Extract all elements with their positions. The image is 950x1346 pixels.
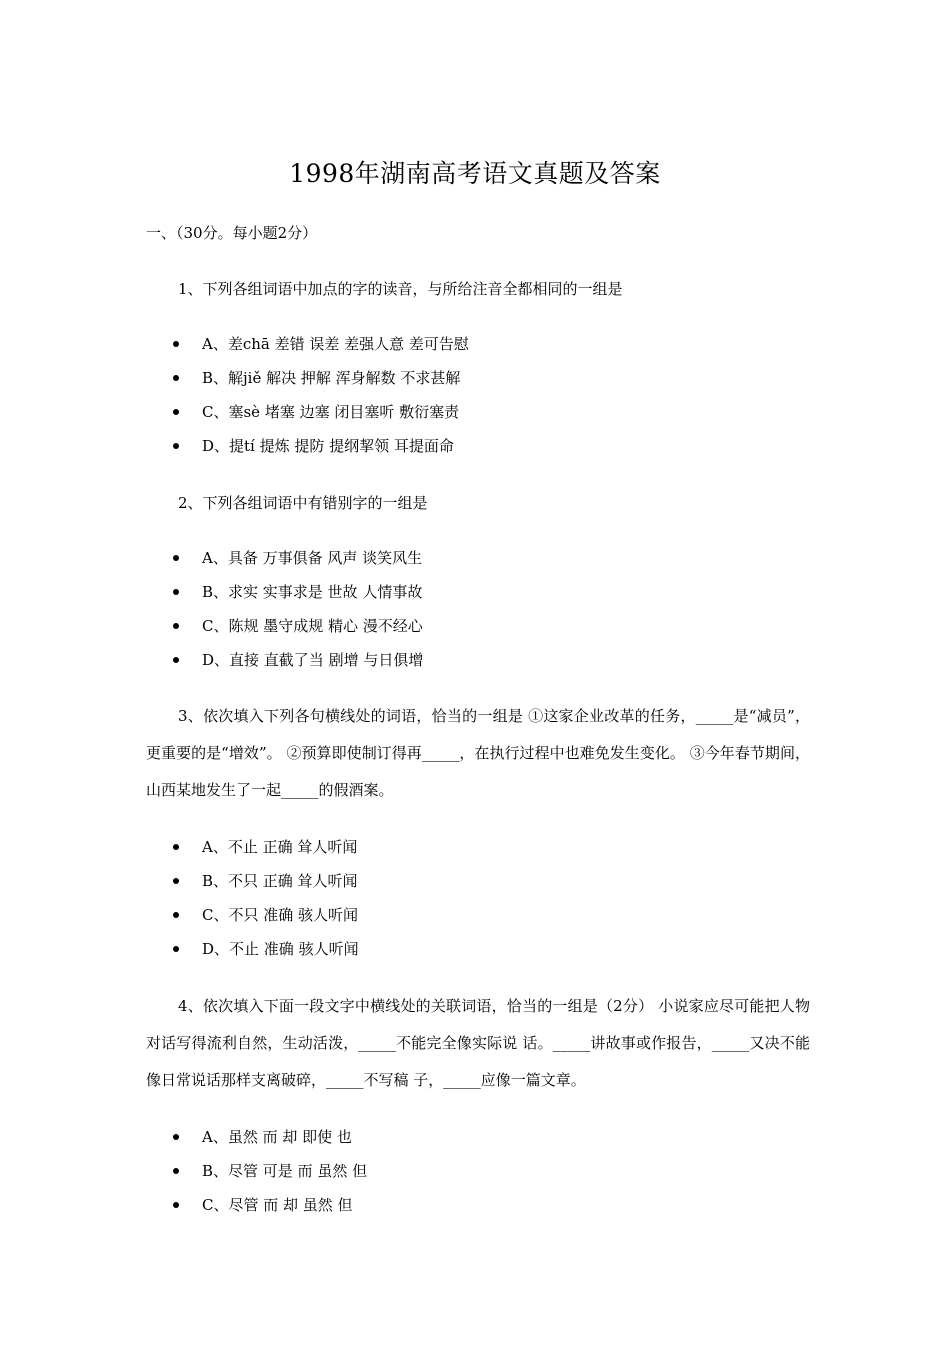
option-text: D、不止 准确 骇人听闻: [202, 940, 359, 958]
option-text: C、塞sè 堵塞 边塞 闭目塞听 敷衍塞责: [202, 403, 460, 421]
question-2-option-b: [170, 581, 423, 615]
option-text: D、直接 直截了当 剧增 与日俱增: [202, 651, 424, 669]
question-1-stem: 1、下列各组词语中加点的字的读音，与所给注音全都相同的一组是: [178, 280, 623, 298]
bullet-icon: [173, 844, 179, 850]
question-1-options: [170, 333, 469, 469]
question-2-option-c: [170, 615, 423, 649]
question-4-option-a: [170, 1126, 367, 1160]
option-text: C、陈规 墨守成规 精心 漫不经心: [202, 617, 423, 635]
bullet-icon: [173, 341, 179, 347]
option-text: A、差chā 差错 误差 差强人意 差可告慰: [202, 335, 469, 353]
option-text: B、不只 正确 耸人听闻: [202, 872, 358, 890]
bullet-icon: [173, 555, 179, 561]
bullet-icon: [173, 1134, 179, 1140]
option-text: B、求实 实事求是 世故 人情事故: [202, 583, 423, 601]
question-3-option-d: [170, 938, 359, 972]
question-3-option-a: [170, 836, 359, 870]
bullet-icon: [173, 409, 179, 415]
option-text: A、不止 正确 耸人听闻: [202, 838, 358, 856]
document-title: 1998年湖南高考语文真题及答案: [289, 159, 661, 188]
question-4-option-b: [170, 1160, 367, 1194]
option-text: B、解jiě 解决 押解 浑身解数 不求甚解: [202, 369, 461, 387]
bullet-icon: [173, 946, 179, 952]
question-3-option-b: [170, 870, 359, 904]
question-3-options: [170, 836, 359, 972]
question-2-options: [170, 547, 423, 683]
question-3-option-c: [170, 904, 359, 938]
bullet-icon: [173, 589, 179, 595]
question-2-option-a: [170, 547, 423, 581]
question-1-option-d: [170, 435, 469, 469]
bullet-icon: [173, 1202, 179, 1208]
bullet-icon: [173, 623, 179, 629]
option-text: D、提tí 提炼 提防 提纲挈领 耳提面命: [202, 437, 454, 455]
option-text: B、尽管 可是 而 虽然 但: [202, 1162, 368, 1180]
question-1-option-b: [170, 367, 469, 401]
bullet-icon: [173, 657, 179, 663]
option-text: C、尽管 而 却 虽然 但: [202, 1196, 353, 1214]
bullet-icon: [173, 878, 179, 884]
option-text: A、虽然 而 却 即使 也: [202, 1128, 352, 1146]
section-heading: 一、（30分。每小题2分）: [146, 224, 318, 242]
bullet-icon: [173, 912, 179, 918]
bullet-icon: [173, 375, 179, 381]
question-4-options: [170, 1126, 367, 1228]
question-2-stem: 2、下列各组词语中有错别字的一组是: [178, 494, 428, 512]
question-2-option-d: [170, 649, 423, 683]
question-1-option-c: [170, 401, 469, 435]
bullet-icon: [173, 443, 179, 449]
option-text: A、具备 万事俱备 风声 谈笑风生: [202, 549, 423, 567]
option-text: C、不只 准确 骇人听闻: [202, 906, 359, 924]
question-1-option-a: [170, 333, 469, 367]
bullet-icon: [173, 1168, 179, 1174]
question-4-stem: 4、依次填入下面一段文字中横线处的关联词语，恰当的一组是（2分） 小说家应尽可能把人物对话写得流利自然，生动活泼，_____不能完全像实际说 话。_____讲故事或作报告，_____又决不能像日常说话那样支离破碎，_____不写稿 子，_____应像一篇文章。: [146, 997, 810, 1089]
question-4-option-c: [170, 1194, 367, 1228]
question-3-stem: 3、依次填入下列各句横线处的词语，恰当的一组是 ①这家企业改革的任务，_____是“减员”，更重要的是“增效”。 ②预算即使制订得再_____，在执行过程中也难免发生变化。 ③今年春节期间，山西某地发生了一起_____的假酒案。: [146, 707, 810, 799]
